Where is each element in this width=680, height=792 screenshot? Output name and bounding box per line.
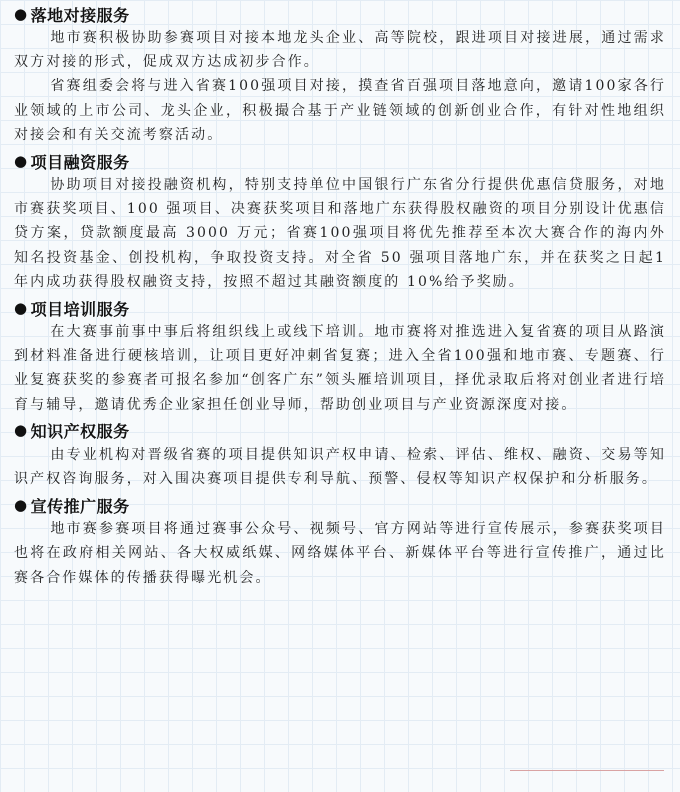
section-training [14, 296, 666, 417]
paragraph: 地市赛参赛项目将通过赛事公众号、视频号、官方网站等进行宣传展示，参赛获奖项目也将在政府相关网站、各大权威纸媒、网络媒体平台、新媒体平台等进行宣传推广，通过比赛各合作媒体的传播获得曝光机会。 [14, 521, 666, 586]
bullet-icon: ● [14, 151, 28, 170]
section-financing [14, 149, 666, 294]
paragraph: 协助项目对接投融资机构，特别支持单位中国银行广东省分行提供优惠信贷服务，对地市赛获奖项目、100 强项目、决赛获奖项目和落地广东获得股权融资的项目分别设计优惠信贷方案，贷款额度最高 3000 万元；省赛100强项目将优先推荐至本次大赛合作的海内外知名投资基金、创投机构，争取投资支持。对全省 50 强项目落地广东，并在获奖之日起1年内成功获得股权融资支持，按照不超过其融资额度的 10%给予奖励。 [14, 177, 666, 290]
section-title: 知识产权服务 [30, 422, 130, 442]
section-heading [14, 149, 666, 173]
paragraph: 地市赛积极协助参赛项目对接本地龙头企业、高等院校，跟进项目对接进展，通过需求双方对接的形式，促成双方达成初步合作。 [14, 30, 666, 71]
section-heading [14, 493, 666, 517]
bullet-icon: ● [14, 421, 28, 440]
section-publicity [14, 493, 666, 590]
section-title: 项目融资服务 [30, 152, 130, 172]
paragraph: 由专业机构对晋级省赛的项目提供知识产权申请、检索、评估、维权、融资、交易等知识产权咨询服务，对入围决赛项目提供专利导航、预警、侵权等知识产权保护和分析服务。 [14, 446, 666, 488]
section-title: 项目培训服务 [30, 299, 130, 319]
bullet-icon: ● [14, 495, 28, 514]
section-intellectual-property [14, 419, 666, 491]
paragraph: 在大赛事前事中事后将组织线上或线下培训。地市赛将对推选进入复省赛的项目从路演到材料准备进行硬核培训，让项目更好冲刺省复赛；进入全省100强和地市赛、专题赛、行业复赛获奖的参赛者可报名参加“创客广东”领头雁培训项目，择优录取后将对创业者进行培育与辅导，邀请优秀企业家担任创业导师，帮助创业项目与产业资源深度对接。 [14, 324, 666, 413]
paragraph: 省赛组委会将与进入省赛100强项目对接，摸查省百强项目落地意向，邀请100家各行业领域的上市公司、龙头企业，积极撮合基于产业链领域的创新创业合作，有针对性地组织对接会和有关交流考察活动。 [14, 78, 666, 143]
bullet-icon: ● [14, 4, 28, 23]
section-heading [14, 2, 666, 26]
section-heading [14, 419, 666, 443]
section-heading [14, 296, 666, 320]
section-title: 宣传推广服务 [30, 496, 130, 516]
section-landing-docking [14, 2, 666, 147]
section-title: 落地对接服务 [30, 5, 130, 25]
bullet-icon: ● [14, 298, 28, 317]
decorative-divider [510, 770, 664, 771]
